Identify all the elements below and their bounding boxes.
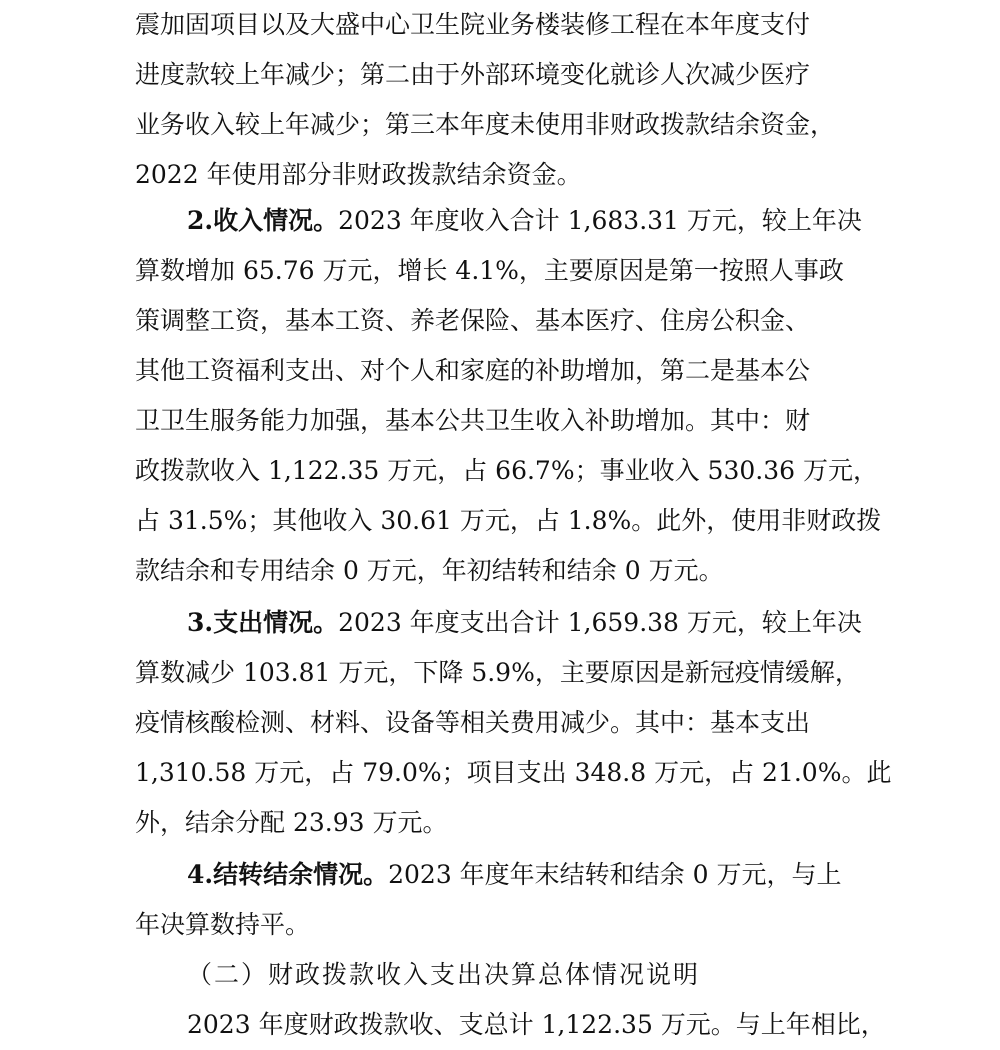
text-line: 策调整工资，基本工资、养老保险、基本医疗、住房公积金、 — [135, 306, 811, 335]
section-heading-income: 2.收入情况。 — [187, 206, 339, 235]
text-line: 算数增加 65.76 万元，增长 4.1%，主要原因是第一按照人事政 — [135, 256, 844, 285]
text-run: 2023 年度支出合计 1,659.38 万元，较上年决 — [338, 608, 862, 637]
text-line: 政拨款收入 1,122.35 万元，占 66.7%；事业收入 530.36 万元， — [135, 456, 878, 485]
subsection-heading: （二）财政拨款收入支出决算总体情况说明 — [187, 960, 701, 989]
text-line: 1,310.58 万元，占 79.0%；项目支出 348.8 万元，占 21.0%。此 — [135, 758, 892, 787]
paragraph-first-line — [187, 598, 862, 648]
text-line: 算数减少 103.81 万元，下降 5.9%，主要原因是新冠疫情缓解， — [135, 658, 860, 687]
text-run: 2023 年度收入合计 1,683.31 万元，较上年决 — [338, 206, 862, 235]
text-line: 外，结余分配 23.93 万元。 — [135, 808, 448, 837]
text-line: 进度款较上年减少；第二由于外部环境变化就诊人次减少医疗 — [135, 60, 811, 89]
section-heading-carryover: 4.结转结余情况。 — [187, 860, 389, 889]
text-line: 卫卫生服务能力加强，基本公共卫生收入补助增加。其中：财 — [135, 406, 811, 435]
text-line: 占 31.5%；其他收入 30.61 万元，占 1.8%。此外，使用非财政拨 — [135, 506, 882, 535]
text-line: 2023 年度财政拨款收、支总计 1,122.35 万元。与上年相比， — [187, 1010, 886, 1039]
text-line: 款结余和专用结余 0 万元，年初结转和结余 0 万元。 — [135, 556, 724, 585]
text-line: 年决算数持平。 — [135, 910, 311, 939]
text-line: 其他工资福利支出、对个人和家庭的补助增加，第二是基本公 — [135, 356, 811, 385]
paragraph-first-line — [187, 850, 841, 900]
text-line: 震加固项目以及大盛中心卫生院业务楼装修工程在本年度支付 — [135, 10, 811, 39]
text-line: 业务收入较上年减少；第三本年度未使用非财政拨款结余资金， — [135, 110, 836, 139]
text-run: 2023 年度年末结转和结余 0 万元，与上 — [388, 860, 842, 889]
text-line: 疫情核酸检测、材料、设备等相关费用减少。其中：基本支出 — [135, 708, 811, 737]
text-line: 2022 年使用部分非财政拨款结余资金。 — [135, 160, 582, 189]
paragraph-first-line — [187, 196, 862, 246]
section-heading-expenditure: 3.支出情况。 — [187, 608, 339, 637]
